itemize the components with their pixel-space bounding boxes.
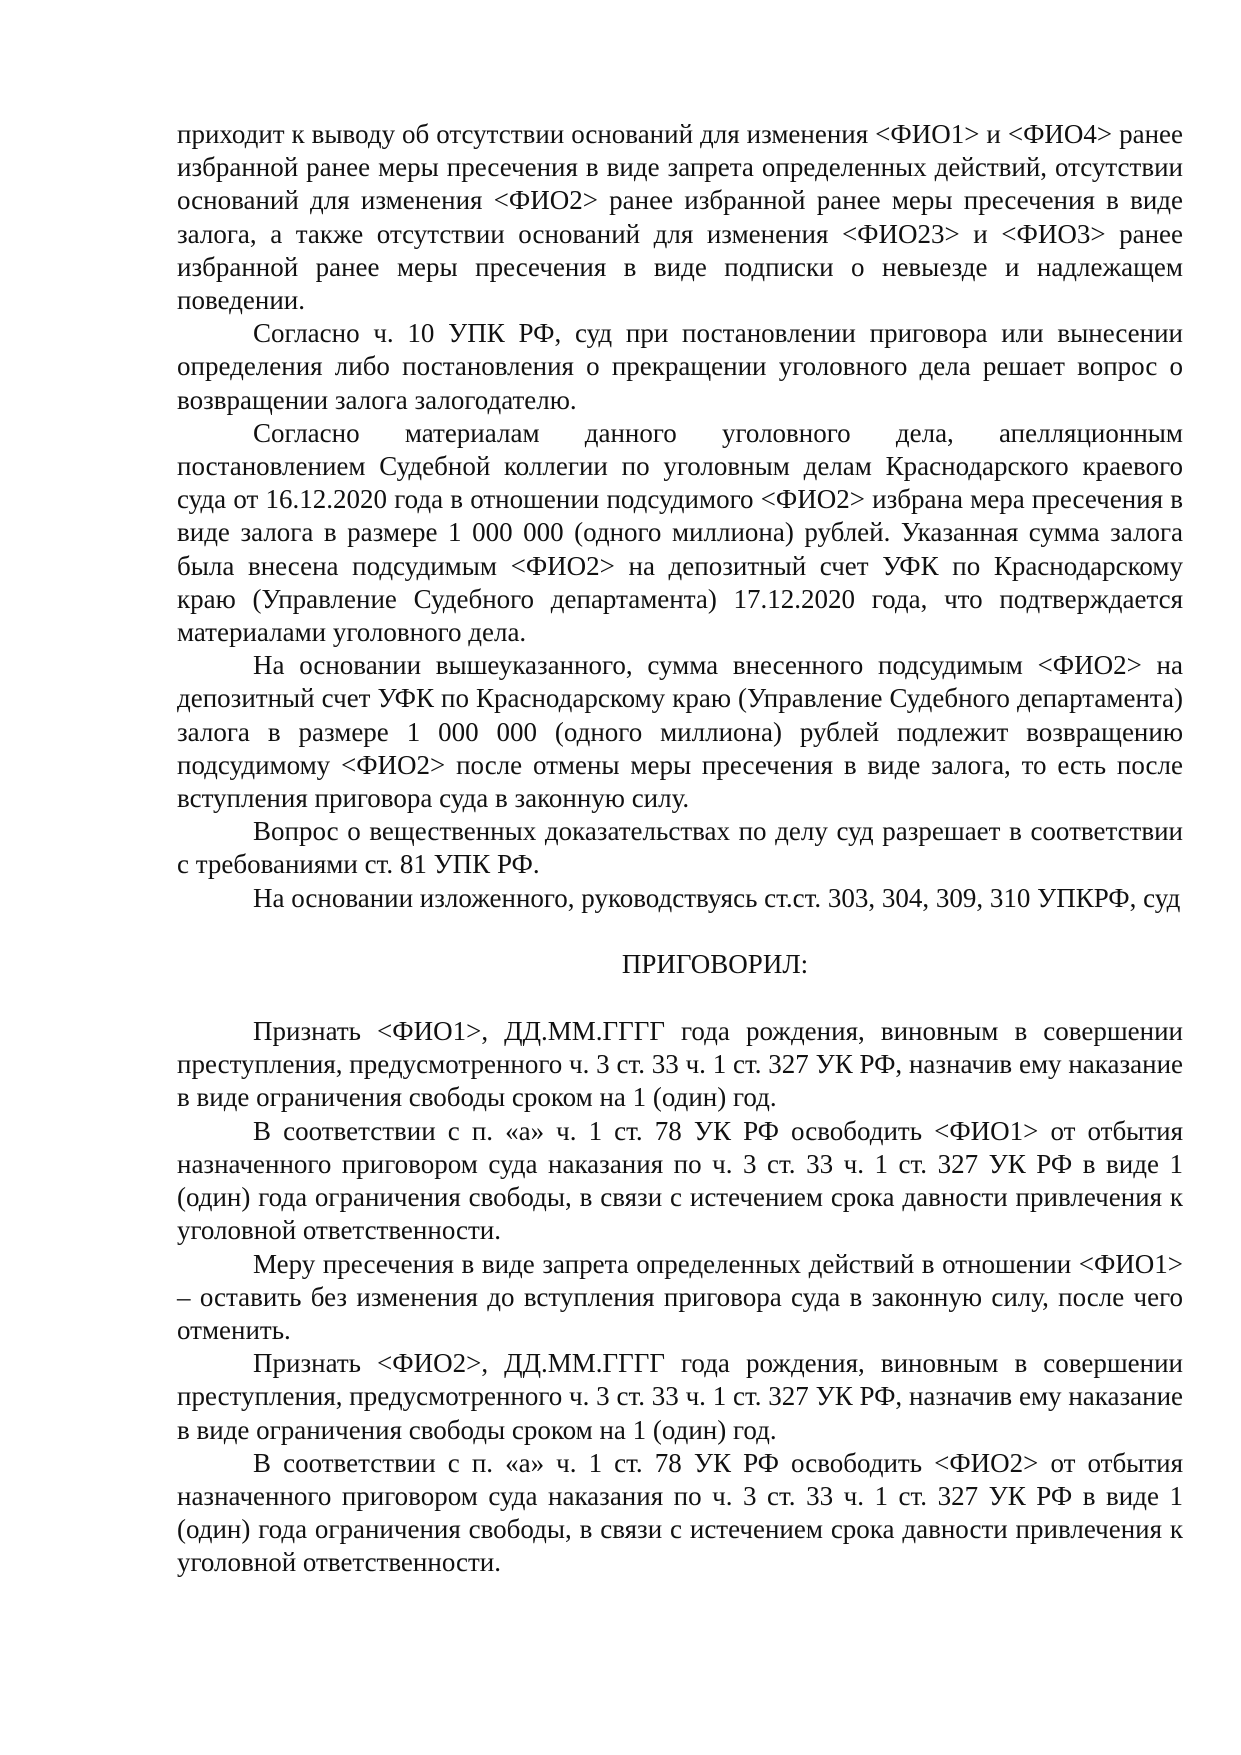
paragraph: Меру пресечения в виде запрета определенных действий в отношении <ФИО1> – оставить без изменения до вступления приговора суда в законную силу, после чего отменить. xyxy=(177,1248,1183,1345)
paragraph: Признать <ФИО2>, ДД.ММ.ГГГГ года рождения, виновным в совершении преступления, предусмотренного ч. 3 ст. 33 ч. 1 ст. 327 УК РФ, назначив ему наказание в виде ограничения свободы сроком на 1 (один) год. xyxy=(177,1348,1183,1445)
paragraph: Вопрос о вещественных доказательствах по делу суд разрешает в соответствии с требованиями ст. 81 УПК РФ. xyxy=(177,816,1183,880)
paragraph: На основании изложенного, руководствуясь ст.ст. 303, 304, 309, 310 УПКРФ, суд xyxy=(253,882,1181,913)
paragraph: Согласно ч. 10 УПК РФ, суд при постановлении приговора или вынесении определения либо постановления о прекращении уголовного дела решает вопрос о возвращении залога залогодателю. xyxy=(177,318,1183,415)
paragraph: Согласно материалам данного уголовного дела, апелляционным постановлением Судебной коллегии по уголовным делам Краснодарского краевого суда от 16.12.2020 года в отношении подсудимого <ФИО2> избрана мера пресечения в виде залога в размере 1 000 000 (одного миллиона) рублей. Указанная сумма залога была внесена подсудимым <ФИО2> на депозитный счет УФК по Краснодарскому краю (Управление Судебного департамента) 17.12.2020 года, что подтверждается материалами уголовного дела. xyxy=(177,417,1183,648)
paragraph: В соответствии с п. «а» ч. 1 ст. 78 УК РФ освободить <ФИО1> от отбытия назначенного приговором суда наказания по ч. 3 ст. 33 ч. 1 ст. 327 УК РФ в виде 1 (один) года ограничения свободы, в связи с истечением срока давности привлечения к уголовной ответственности. xyxy=(177,1115,1183,1246)
paragraph: На основании вышеуказанного, сумма внесенного подсудимым <ФИО2> на депозитный счет УФК по Краснодарскому краю (Управление Судебного департамента) залога в размере 1 000 000 (одного миллиона) рублей подлежит возвращению подсудимому <ФИО2> после отмены меры пресечения в виде залога, то есть после вступления приговора суда в законную силу. xyxy=(177,650,1183,814)
document-page xyxy=(177,118,1183,1580)
paragraph: Признать <ФИО1>, ДД.ММ.ГГГГ года рождения, виновным в совершении преступления, предусмотренного ч. 3 ст. 33 ч. 1 ст. 327 УК РФ, назначив ему наказание в виде ограничения свободы сроком на 1 (один) год. xyxy=(177,1016,1183,1113)
verdict-heading: ПРИГОВОРИЛ: xyxy=(621,948,809,979)
paragraph: В соответствии с п. «а» ч. 1 ст. 78 УК РФ освободить <ФИО2> от отбытия назначенного приговором суда наказания по ч. 3 ст. 33 ч. 1 ст. 327 УК РФ в виде 1 (один) года ограничения свободы, в связи с истечением срока давности привлечения к уголовной ответственности. xyxy=(177,1447,1183,1578)
paragraph: приходит к выводу об отсутствии оснований для изменения <ФИО1> и <ФИО4> ранее избранной ранее меры пресечения в виде запрета определенных действий, отсутствии оснований для изменения <ФИО2> ранее избранной ранее меры пресечения в виде залога, а также отсутствии оснований для изменения <ФИО23> и <ФИО3> ранее избранной ранее меры пресечения в виде подписки о невыезде и надлежащем поведении. xyxy=(177,119,1183,316)
